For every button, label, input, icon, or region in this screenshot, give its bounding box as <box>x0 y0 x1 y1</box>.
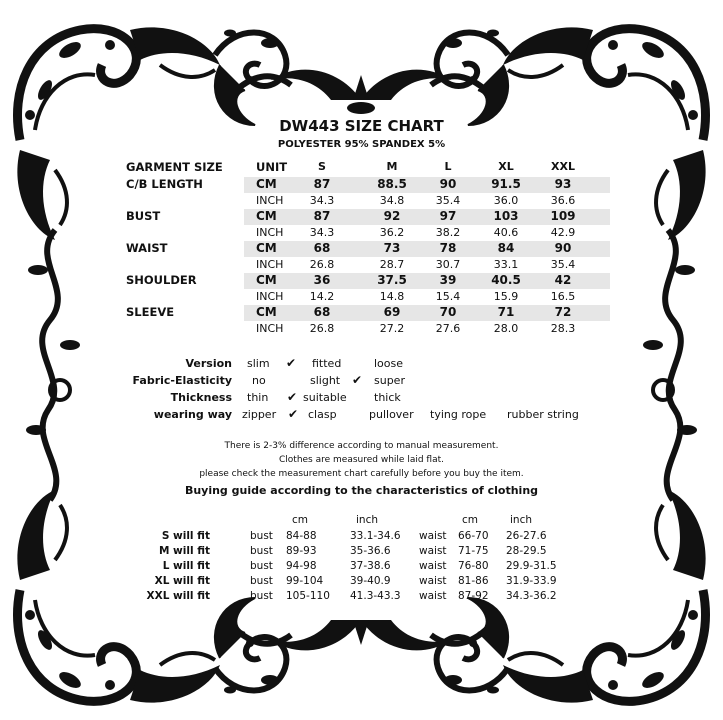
row-label: SLEEVE <box>126 305 175 319</box>
guide-measure: waist <box>419 560 447 572</box>
table-header: XL <box>498 160 514 173</box>
attribute-option: tying rope <box>430 408 487 421</box>
check-icon: ✔ <box>288 407 299 421</box>
guide-row-label: L will fit <box>162 560 210 572</box>
attribute-option: super <box>374 374 405 387</box>
note-line: please check the measurement chart carefully before you buy the item. <box>199 469 524 479</box>
table-cell: 87 <box>313 177 331 191</box>
table-cell: 16.5 <box>550 290 576 303</box>
buying-guide-title: Buying guide according to the characteristics of clothing <box>184 484 539 497</box>
table-cell: 93 <box>554 177 572 191</box>
unit-label: INCH <box>256 258 284 271</box>
attribute-option: suitable <box>303 391 347 404</box>
table-cell: 68 <box>313 241 331 255</box>
table-cell: 35.4 <box>435 194 461 207</box>
check-icon: ✔ <box>286 356 297 370</box>
table-cell: 42.9 <box>550 226 576 239</box>
table-cell: 36.6 <box>550 194 576 207</box>
table-header: UNIT <box>256 160 288 174</box>
attribute-label: Thickness <box>170 391 232 404</box>
table-cell: 70 <box>439 305 457 319</box>
table-cell: 28.7 <box>379 258 405 271</box>
table-cell: 68 <box>313 305 331 319</box>
table-cell: 42 <box>554 273 572 287</box>
row-label: BUST <box>126 209 161 223</box>
table-cell: 27.6 <box>435 322 461 335</box>
unit-label: CM <box>256 273 277 287</box>
attribute-option: thin <box>247 391 269 404</box>
guide-value: 76-80 <box>458 560 489 572</box>
table-cell: 30.7 <box>435 258 461 271</box>
row-label: C/B LENGTH <box>126 177 203 191</box>
table-cell: 36.0 <box>493 194 519 207</box>
guide-value: 31.9-33.9 <box>506 575 557 587</box>
guide-header-inch: inch <box>356 514 378 526</box>
guide-measure: bust <box>250 545 273 557</box>
table-cell: 69 <box>383 305 401 319</box>
guide-value: 84-88 <box>286 530 317 542</box>
unit-label: INCH <box>256 322 284 335</box>
check-icon: ✔ <box>352 373 363 387</box>
table-cell: 37.5 <box>377 273 407 287</box>
table-cell: 34.3 <box>309 226 335 239</box>
attribute-label: Fabric-Elasticity <box>132 374 232 387</box>
table-cell: 90 <box>554 241 572 255</box>
table-cell: 26.8 <box>309 322 335 335</box>
guide-value: 39-40.9 <box>350 575 391 587</box>
attribute-option: slim <box>247 357 270 370</box>
guide-header-inch: inch <box>510 514 532 526</box>
attribute-option: thick <box>374 391 401 404</box>
row-label: WAIST <box>126 241 168 255</box>
guide-measure: bust <box>250 530 273 542</box>
attribute-option: slight <box>310 374 341 387</box>
table-cell: 33.1 <box>493 258 519 271</box>
guide-measure: waist <box>419 545 447 557</box>
unit-label: INCH <box>256 290 284 303</box>
table-cell: 84 <box>497 241 515 255</box>
unit-label: CM <box>256 209 277 223</box>
table-header: M <box>386 160 398 173</box>
unit-label: CM <box>256 177 277 191</box>
guide-value: 37-38.6 <box>350 560 391 572</box>
guide-header-cm: cm <box>462 514 479 526</box>
guide-value: 66-70 <box>458 530 489 542</box>
table-cell: 36.2 <box>379 226 405 239</box>
guide-value: 94-98 <box>286 560 317 572</box>
guide-measure: bust <box>250 560 273 572</box>
table-cell: 40.6 <box>493 226 519 239</box>
attribute-option: pullover <box>369 408 414 421</box>
guide-measure: waist <box>419 575 447 587</box>
guide-value: 41.3-43.3 <box>350 590 401 602</box>
table-cell: 40.5 <box>491 273 521 287</box>
table-cell: 87 <box>313 209 331 223</box>
guide-value: 29.9-31.5 <box>506 560 557 572</box>
table-cell: 91.5 <box>491 177 521 191</box>
guide-row-label: XXL will fit <box>146 590 210 602</box>
table-cell: 15.4 <box>435 290 461 303</box>
guide-value: 34.3-36.2 <box>506 590 557 602</box>
table-cell: 38.2 <box>435 226 461 239</box>
table-cell: 109 <box>550 209 576 223</box>
table-cell: 15.9 <box>493 290 519 303</box>
table-cell: 90 <box>439 177 457 191</box>
guide-value: 33.1-34.6 <box>350 530 401 542</box>
unit-label: INCH <box>256 194 284 207</box>
attribute-option: clasp <box>308 408 337 421</box>
attribute-option: rubber string <box>507 408 579 421</box>
table-cell: 28.0 <box>493 322 519 335</box>
table-cell: 27.2 <box>379 322 405 335</box>
guide-value: 28-29.5 <box>506 545 547 557</box>
guide-header-cm: cm <box>292 514 309 526</box>
guide-value: 35-36.6 <box>350 545 391 557</box>
guide-value: 71-75 <box>458 545 489 557</box>
guide-value: 99-104 <box>286 575 324 587</box>
table-cell: 92 <box>383 209 401 223</box>
guide-row-label: M will fit <box>158 545 210 557</box>
table-cell: 88.5 <box>377 177 407 191</box>
table-cell: 28.3 <box>550 322 576 335</box>
table-cell: 103 <box>493 209 519 223</box>
guide-value: 89-93 <box>286 545 317 557</box>
guide-measure: waist <box>419 590 447 602</box>
guide-measure: bust <box>250 575 273 587</box>
table-cell: 14.8 <box>379 290 405 303</box>
table-cell: 35.4 <box>550 258 576 271</box>
table-header: GARMENT SIZE <box>126 160 223 174</box>
table-cell: 34.3 <box>309 194 335 207</box>
check-icon: ✔ <box>287 390 298 404</box>
guide-value: 87-92 <box>458 590 489 602</box>
table-header: S <box>318 160 326 173</box>
unit-label: INCH <box>256 226 284 239</box>
attribute-label: Version <box>185 357 232 370</box>
material-composition: POLYESTER 95% SPANDEX 5% <box>277 139 446 150</box>
table-cell: 36 <box>313 273 331 287</box>
table-cell: 14.2 <box>309 290 335 303</box>
guide-row-label: S will fit <box>161 530 210 542</box>
table-cell: 71 <box>497 305 515 319</box>
table-header: XXL <box>551 160 575 173</box>
note-line: Clothes are measured while laid flat. <box>279 455 444 465</box>
table-header: L <box>444 160 452 173</box>
table-cell: 97 <box>439 209 457 223</box>
guide-row-label: XL will fit <box>154 575 210 587</box>
attribute-label: wearing way <box>153 408 232 421</box>
guide-measure: bust <box>250 590 273 602</box>
table-cell: 72 <box>554 305 572 319</box>
attribute-option: no <box>252 374 266 387</box>
guide-value: 81-86 <box>458 575 489 587</box>
table-cell: 39 <box>439 273 457 287</box>
guide-value: 105-110 <box>286 590 330 602</box>
attribute-option: loose <box>374 357 404 370</box>
row-label: SHOULDER <box>126 273 197 287</box>
guide-value: 26-27.6 <box>506 530 547 542</box>
table-cell: 73 <box>383 241 401 255</box>
table-cell: 34.8 <box>379 194 405 207</box>
guide-measure: waist <box>419 530 447 542</box>
unit-label: CM <box>256 305 277 319</box>
unit-label: CM <box>256 241 277 255</box>
table-cell: 78 <box>439 241 457 255</box>
attribute-option: zipper <box>242 408 277 421</box>
table-cell: 26.8 <box>309 258 335 271</box>
note-line: There is 2-3% difference according to manual measurement. <box>224 441 499 451</box>
attribute-option: fitted <box>312 357 342 370</box>
chart-title: DW443 SIZE CHART <box>279 117 444 135</box>
